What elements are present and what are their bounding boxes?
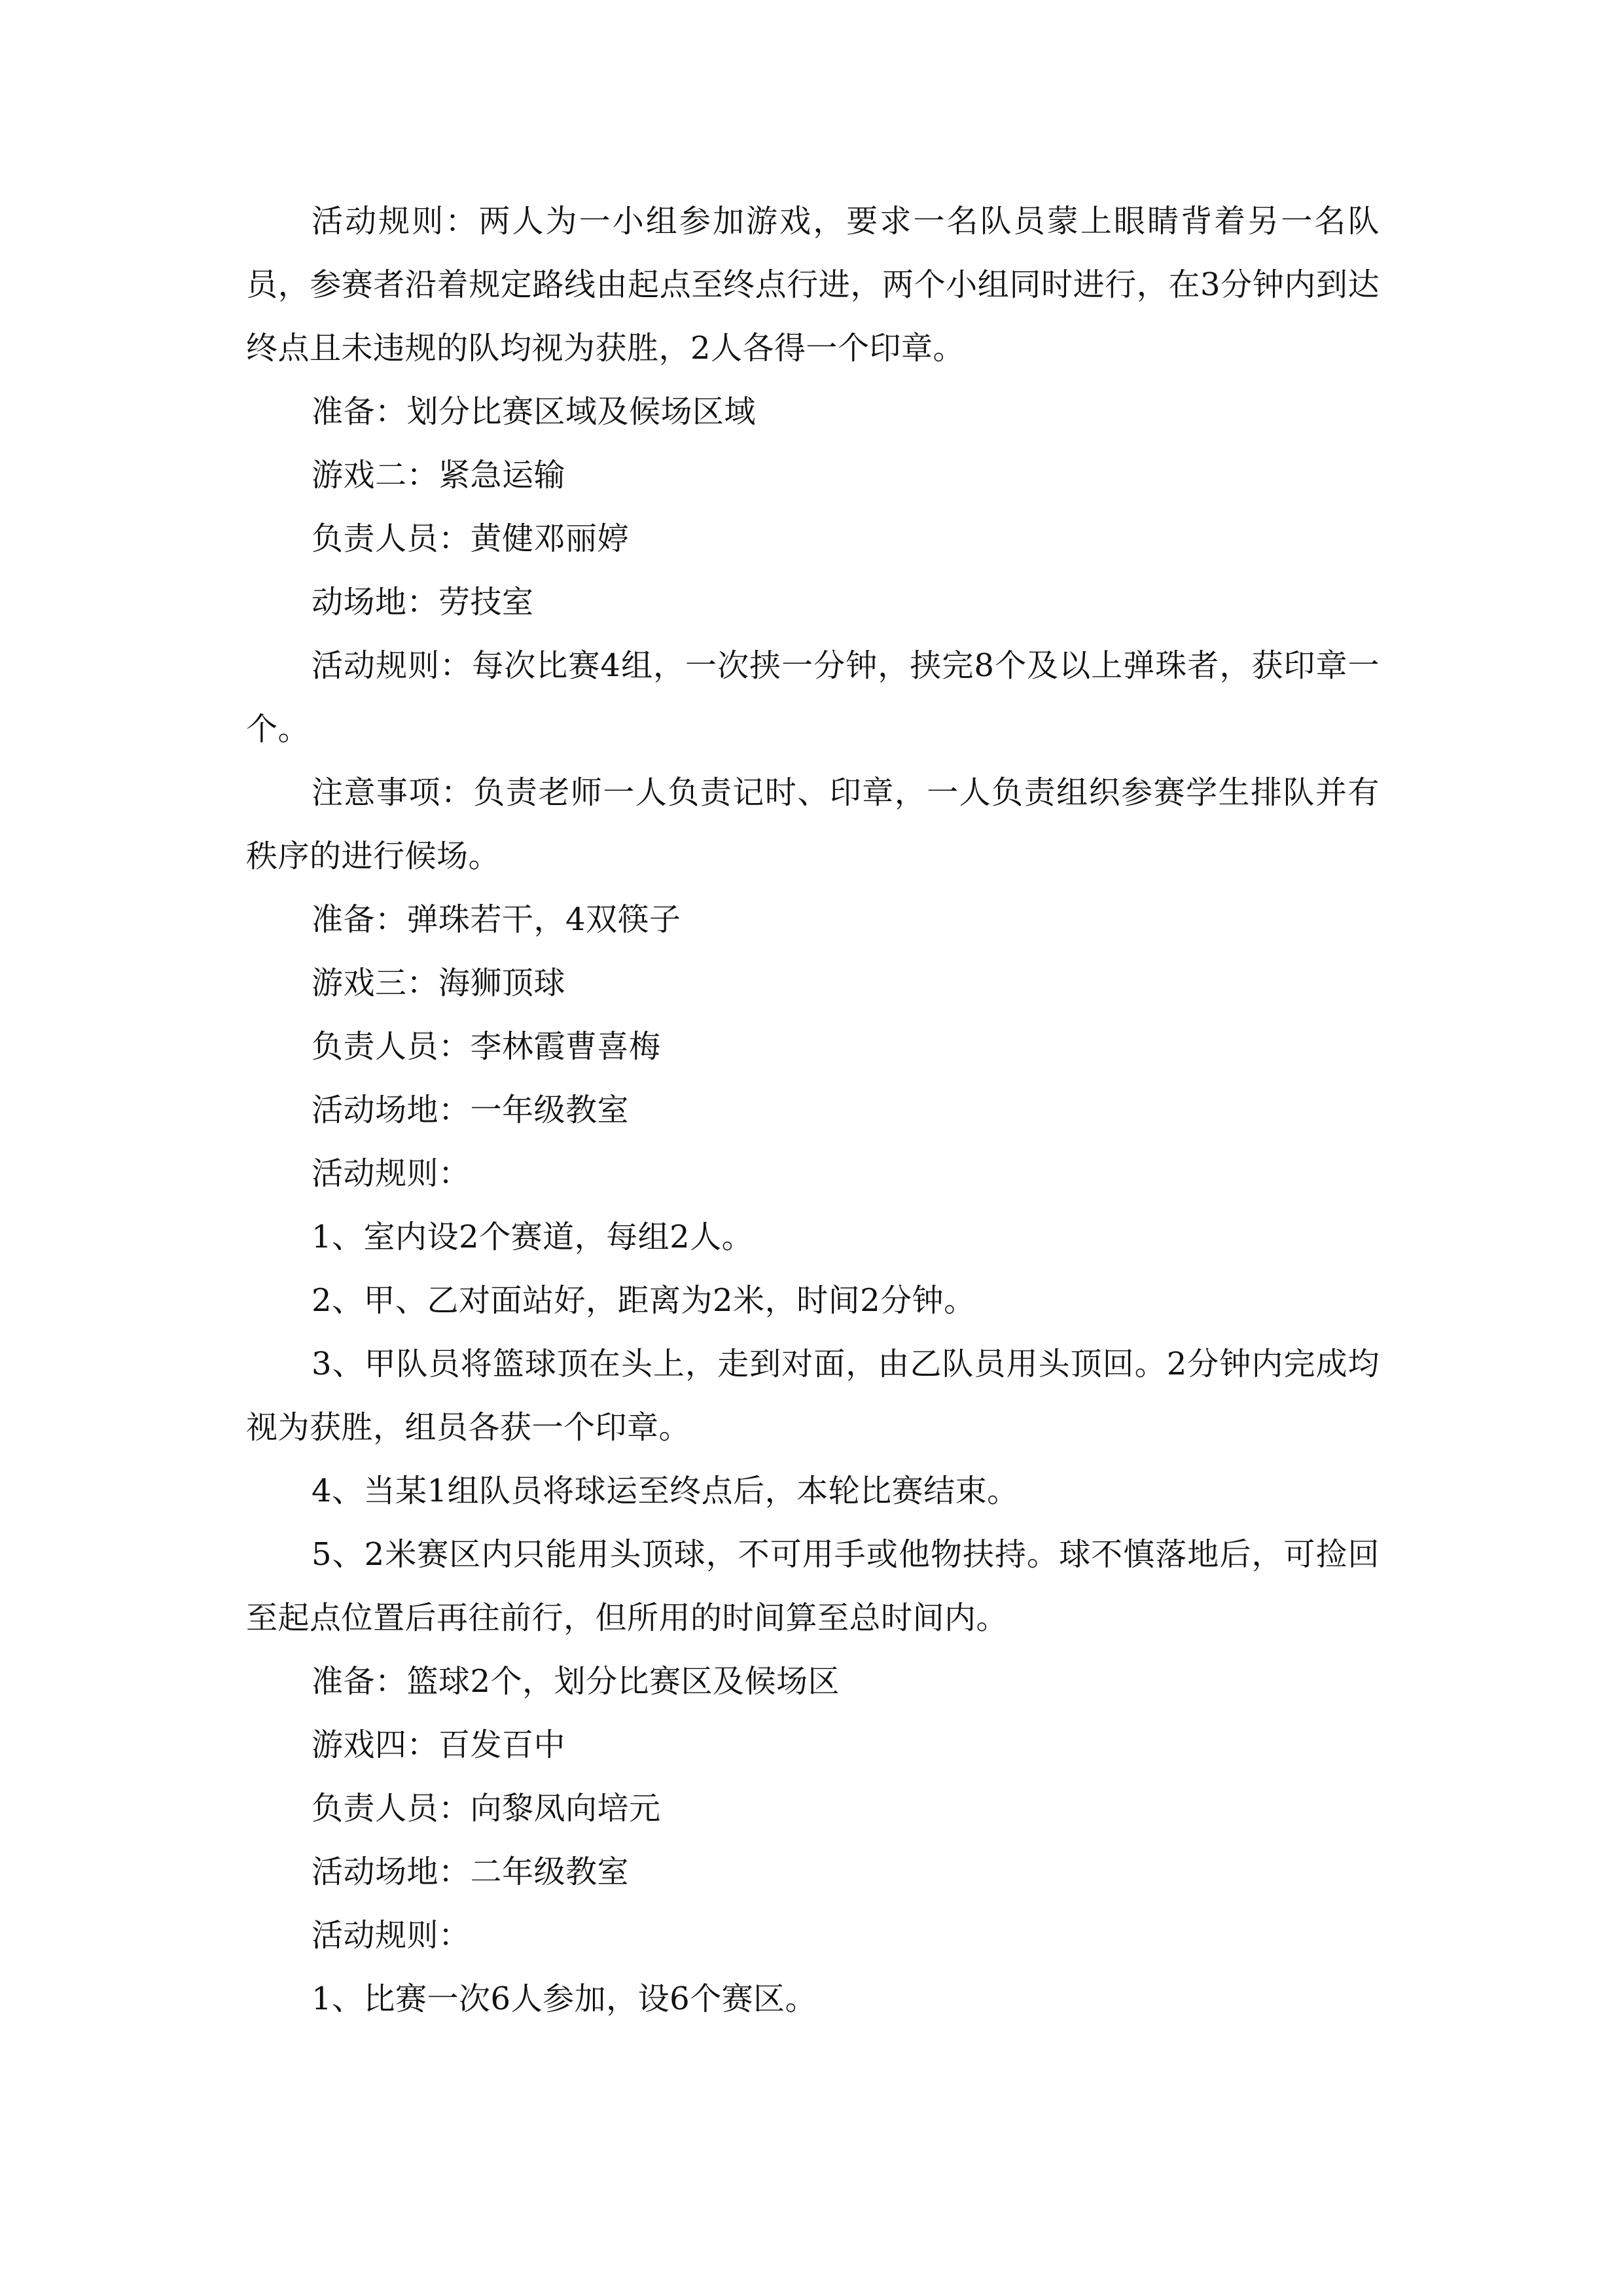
paragraph-venue-game2: 动场地：劳技室 — [312, 584, 534, 620]
rule-item-game3-5: 5、2米赛区内只能用头顶球，不可用手或他物扶持。球不慎落地后，可捡回至起点位置后再往前行，但所用的时间算至总时间内。 — [246, 1536, 1380, 1636]
paragraph-notes-game2: 注意事项：负责老师一人负责记时、印章，一人负责组织参赛学生排队并有秩序的进行候场。 — [246, 774, 1380, 874]
rule-item-game4-1: 1、比赛一次6人参加，设6个赛区。 — [312, 1981, 817, 2017]
paragraph-venue-game3: 活动场地：一年级教室 — [312, 1092, 630, 1128]
paragraph-staff-game3: 负责人员：李林霞曹喜梅 — [312, 1028, 661, 1065]
paragraph-venue-game4: 活动场地：二年级教室 — [312, 1854, 630, 1890]
paragraph-prep-game3: 准备：篮球2个，划分比赛区及候场区 — [312, 1663, 840, 1700]
rule-item-game3-3: 3、甲队员将篮球顶在头上，走到对面，由乙队员用头顶回。2分钟内完成均视为获胜，组员各获一个印章。 — [246, 1346, 1380, 1446]
rule-item-game3-1: 1、室内设2个赛道，每组2人。 — [312, 1219, 754, 1255]
paragraph-rules-label-game4: 活动规则： — [312, 1917, 471, 1954]
rule-item-game3-2: 2、甲、乙对面站好，距离为2米，时间2分钟。 — [312, 1282, 976, 1319]
paragraph-rules-game1: 活动规则：两人为一小组参加游戏，要求一名队员蒙上眼睛背着另一名队员，参赛者沿着规定路线由起点至终点行进，两个小组同时进行，在3分钟内到达终点且未违规的队均视为获胜，2人各得一个印章。 — [246, 203, 1380, 367]
heading-game4: 游戏四：百发百中 — [312, 1727, 566, 1763]
paragraph-prep-game1: 准备：划分比赛区域及候场区域 — [312, 393, 757, 430]
paragraph-prep-game2: 准备：弹珠若干，4双筷子 — [312, 901, 681, 938]
paragraph-rules-game2: 活动规则：每次比赛4组，一次挟一分钟，挟完8个及以上弹珠者，获印章一个。 — [246, 647, 1380, 747]
paragraph-rules-label-game3: 活动规则： — [312, 1155, 471, 1192]
paragraph-staff-game2: 负责人员：黄健邓丽婷 — [312, 520, 630, 557]
paragraph-staff-game4: 负责人员：向黎凤向培元 — [312, 1790, 661, 1827]
heading-game2: 游戏二：紧急运输 — [312, 457, 566, 493]
document-page — [246, 190, 1380, 2031]
rule-item-game3-4: 4、当某1组队员将球运至终点后，本轮比赛结束。 — [312, 1473, 1019, 1509]
heading-game3: 游戏三：海狮顶球 — [312, 965, 566, 1001]
